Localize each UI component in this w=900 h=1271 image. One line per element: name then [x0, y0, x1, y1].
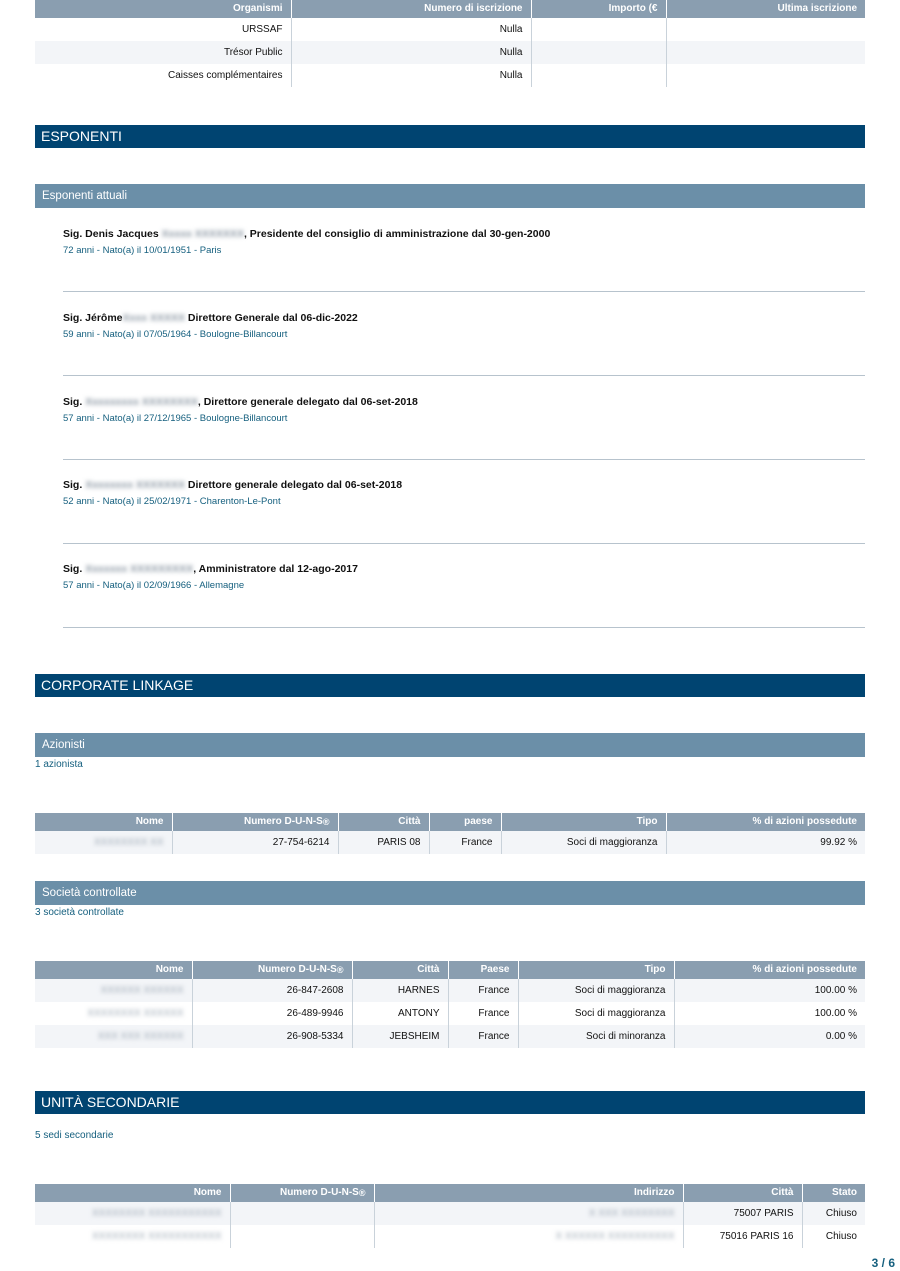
table-header: [35, 961, 865, 979]
subsection-title-controllate: Società controllate: [35, 881, 865, 905]
column-header: Città: [683, 1184, 802, 1202]
table-cell: [35, 1002, 192, 1025]
person-hidden-name: Xxxxx XXXXXXX: [161, 228, 244, 240]
column-header: Ultima iscrizione: [666, 0, 865, 18]
table-cell: [35, 1202, 230, 1225]
table-cell: France: [448, 979, 518, 1002]
person-prefix: Sig.: [63, 396, 83, 408]
column-header: Nome: [35, 961, 192, 979]
table-row: [35, 1002, 865, 1025]
table-cell: [666, 41, 865, 64]
table-header: [35, 0, 865, 18]
table-cell: France: [448, 1002, 518, 1025]
table-cell: France: [429, 831, 501, 854]
table-cell: PARIS 08: [338, 831, 429, 854]
section-title-corporate-linkage: CORPORATE LINKAGE: [35, 674, 865, 697]
person-entry: [63, 563, 865, 591]
unita-table: [35, 1184, 865, 1248]
column-header: Numero di iscrizione: [291, 0, 531, 18]
table-cell: ANTONY: [352, 1002, 448, 1025]
table-cell: Nulla: [291, 41, 531, 64]
person-name: [63, 563, 865, 575]
person-prefix: Sig.: [63, 479, 83, 491]
person-hidden-name: Xxxx XXXXX: [122, 312, 185, 324]
table-cell: [531, 64, 666, 87]
table-cell: 27-754-6214: [172, 831, 338, 854]
table-cell: [35, 831, 172, 854]
table-row: [35, 41, 865, 64]
column-header: Indirizzo: [374, 1184, 683, 1202]
hidden-name: XXX XXX XXXXXX: [97, 1031, 184, 1042]
table-cell: 0.00 %: [674, 1025, 865, 1048]
controllate-table: [35, 961, 865, 1048]
table-cell: Chiuso: [802, 1225, 865, 1248]
table-cell: Nulla: [291, 18, 531, 41]
table-cell: Chiuso: [802, 1202, 865, 1225]
table-cell: JEBSHEIM: [352, 1025, 448, 1048]
person-role: , Direttore generale delegato dal 06-set-2018: [197, 396, 418, 408]
person-role: Direttore Generale dal 06-dic-2022: [185, 312, 358, 324]
person-name: [63, 228, 865, 240]
hidden-name: XXXXXXXX XXXXXXXXXXX: [91, 1208, 222, 1219]
person-entry: [63, 479, 865, 507]
table-cell: 26-489-9946: [192, 1002, 352, 1025]
column-header: Organismi: [35, 0, 291, 18]
person-hidden-name: Xxxxxxxxx XXXXXXXX: [85, 396, 198, 408]
table-cell: 100.00 %: [674, 979, 865, 1002]
table-cell: Trésor Public: [35, 41, 291, 64]
table-cell: 26-847-2608: [192, 979, 352, 1002]
table-cell: URSSAF: [35, 18, 291, 41]
table-cell: [230, 1225, 374, 1248]
azionisti-table: [35, 813, 865, 854]
table-cell: [374, 1202, 683, 1225]
person-name: [63, 396, 865, 408]
person-hidden-name: Xxxxxxx XXXXXXXXX: [85, 563, 194, 575]
column-header: Nome: [35, 1184, 230, 1202]
subsection-title-azionisti: Azionisti: [35, 733, 865, 757]
section-title-unita-secondarie: UNITÀ SECONDARIE: [35, 1091, 865, 1114]
person-entry: [63, 396, 865, 424]
table-row: [35, 64, 865, 87]
table-row: [35, 18, 865, 41]
person-role: Direttore generale delegato dal 06-set-2018: [185, 479, 403, 491]
table-cell: [35, 1225, 230, 1248]
table-cell: [666, 18, 865, 41]
hidden-address: X XXX XXXXXXXX: [588, 1208, 675, 1219]
registered-mark: ®: [336, 965, 344, 975]
person-entry: [63, 312, 865, 340]
table-row: [35, 831, 865, 854]
table-cell: Caisses complémentaires: [35, 64, 291, 87]
column-header: Tipo: [518, 961, 674, 979]
table-row: [35, 979, 865, 1002]
table-cell: Soci di maggioranza: [501, 831, 666, 854]
divider: [63, 291, 865, 292]
person-role: , Amministratore dal 12-ago-2017: [193, 563, 358, 575]
table-cell: 99.92 %: [666, 831, 865, 854]
table-cell: France: [448, 1025, 518, 1048]
table-header: [35, 813, 865, 831]
person-info: 57 anni - Nato(a) il 02/09/1966 - Allemagne: [63, 580, 245, 591]
column-header: [192, 961, 352, 979]
table-cell: 75016 PARIS 16: [683, 1225, 802, 1248]
hidden-name: XXXXXXXX XXXXXX: [87, 1008, 184, 1019]
table-cell: Soci di maggioranza: [518, 979, 674, 1002]
table-cell: [35, 1025, 192, 1048]
table-row: [35, 1225, 865, 1248]
hidden-name: XXXXXX XXXXXX: [100, 985, 184, 996]
table-cell: [531, 41, 666, 64]
column-header-label: Numero D-U-N-S: [243, 816, 323, 827]
table-cell: [666, 64, 865, 87]
divider: [63, 459, 865, 460]
azionisti-count: 1 azionista: [35, 759, 83, 770]
column-header: Tipo: [501, 813, 666, 831]
table-cell: Soci di minoranza: [518, 1025, 674, 1048]
person-info: 72 anni - Nato(a) il 10/01/1951 - Paris: [63, 245, 222, 256]
controllate-count: 3 società controllate: [35, 907, 124, 918]
person-name: [63, 479, 865, 491]
column-header: % di azioni possedute: [666, 813, 865, 831]
person-info: 57 anni - Nato(a) il 27/12/1965 - Boulogne-Billancourt: [63, 413, 288, 424]
organismi-table: [35, 0, 865, 87]
person-role: , Presidente del consiglio di amministrazione dal 30-gen-2000: [243, 228, 551, 240]
column-header: Nome: [35, 813, 172, 831]
hidden-name: XXXXXXXX XX: [94, 837, 164, 848]
person-entry: [63, 228, 865, 256]
page-number: 3 / 6: [871, 1256, 895, 1270]
person-hidden-name: Xxxxxxxx XXXXXXX: [85, 479, 186, 491]
person-prefix: Sig. Denis Jacques: [63, 228, 159, 240]
section-title-esponenti: ESPONENTI: [35, 125, 865, 148]
table-cell: [230, 1202, 374, 1225]
table-cell: [35, 979, 192, 1002]
table-cell: HARNES: [352, 979, 448, 1002]
table-header: [35, 1184, 865, 1202]
person-name: [63, 312, 865, 324]
registered-mark: ®: [358, 1188, 366, 1198]
column-header: paese: [429, 813, 501, 831]
registered-mark: ®: [322, 817, 330, 827]
table-cell: 75007 PARIS: [683, 1202, 802, 1225]
table-row: [35, 1025, 865, 1048]
column-header: [230, 1184, 374, 1202]
column-header-label: Numero D-U-N-S: [257, 964, 337, 975]
divider: [63, 375, 865, 376]
table-cell: Nulla: [291, 64, 531, 87]
table-cell: Soci di maggioranza: [518, 1002, 674, 1025]
person-info: 52 anni - Nato(a) il 25/02/1971 - Charenton-Le-Pont: [63, 496, 281, 507]
person-prefix: Sig. Jérôme: [63, 312, 123, 324]
table-cell: 26-908-5334: [192, 1025, 352, 1048]
subsection-title-esponenti-attuali: Esponenti attuali: [35, 184, 865, 208]
hidden-address: X XXXXXX XXXXXXXXXX: [555, 1231, 675, 1242]
divider: [63, 627, 865, 628]
column-header: [172, 813, 338, 831]
table-cell: [531, 18, 666, 41]
unita-count: 5 sedi secondarie: [35, 1130, 114, 1141]
table-cell: [374, 1225, 683, 1248]
divider: [63, 543, 865, 544]
person-info: 59 anni - Nato(a) il 07/05/1964 - Boulogne-Billancourt: [63, 329, 288, 340]
table-row: [35, 1202, 865, 1225]
hidden-name: XXXXXXXX XXXXXXXXXXX: [91, 1231, 222, 1242]
table-cell: 100.00 %: [674, 1002, 865, 1025]
column-header: % di azioni possedute: [674, 961, 865, 979]
column-header: Paese: [448, 961, 518, 979]
person-prefix: Sig.: [63, 563, 83, 575]
column-header-label: Numero D-U-N-S: [279, 1187, 359, 1198]
column-header: Città: [352, 961, 448, 979]
column-header: Stato: [802, 1184, 865, 1202]
column-header: Importo (€: [531, 0, 666, 18]
column-header: Città: [338, 813, 429, 831]
